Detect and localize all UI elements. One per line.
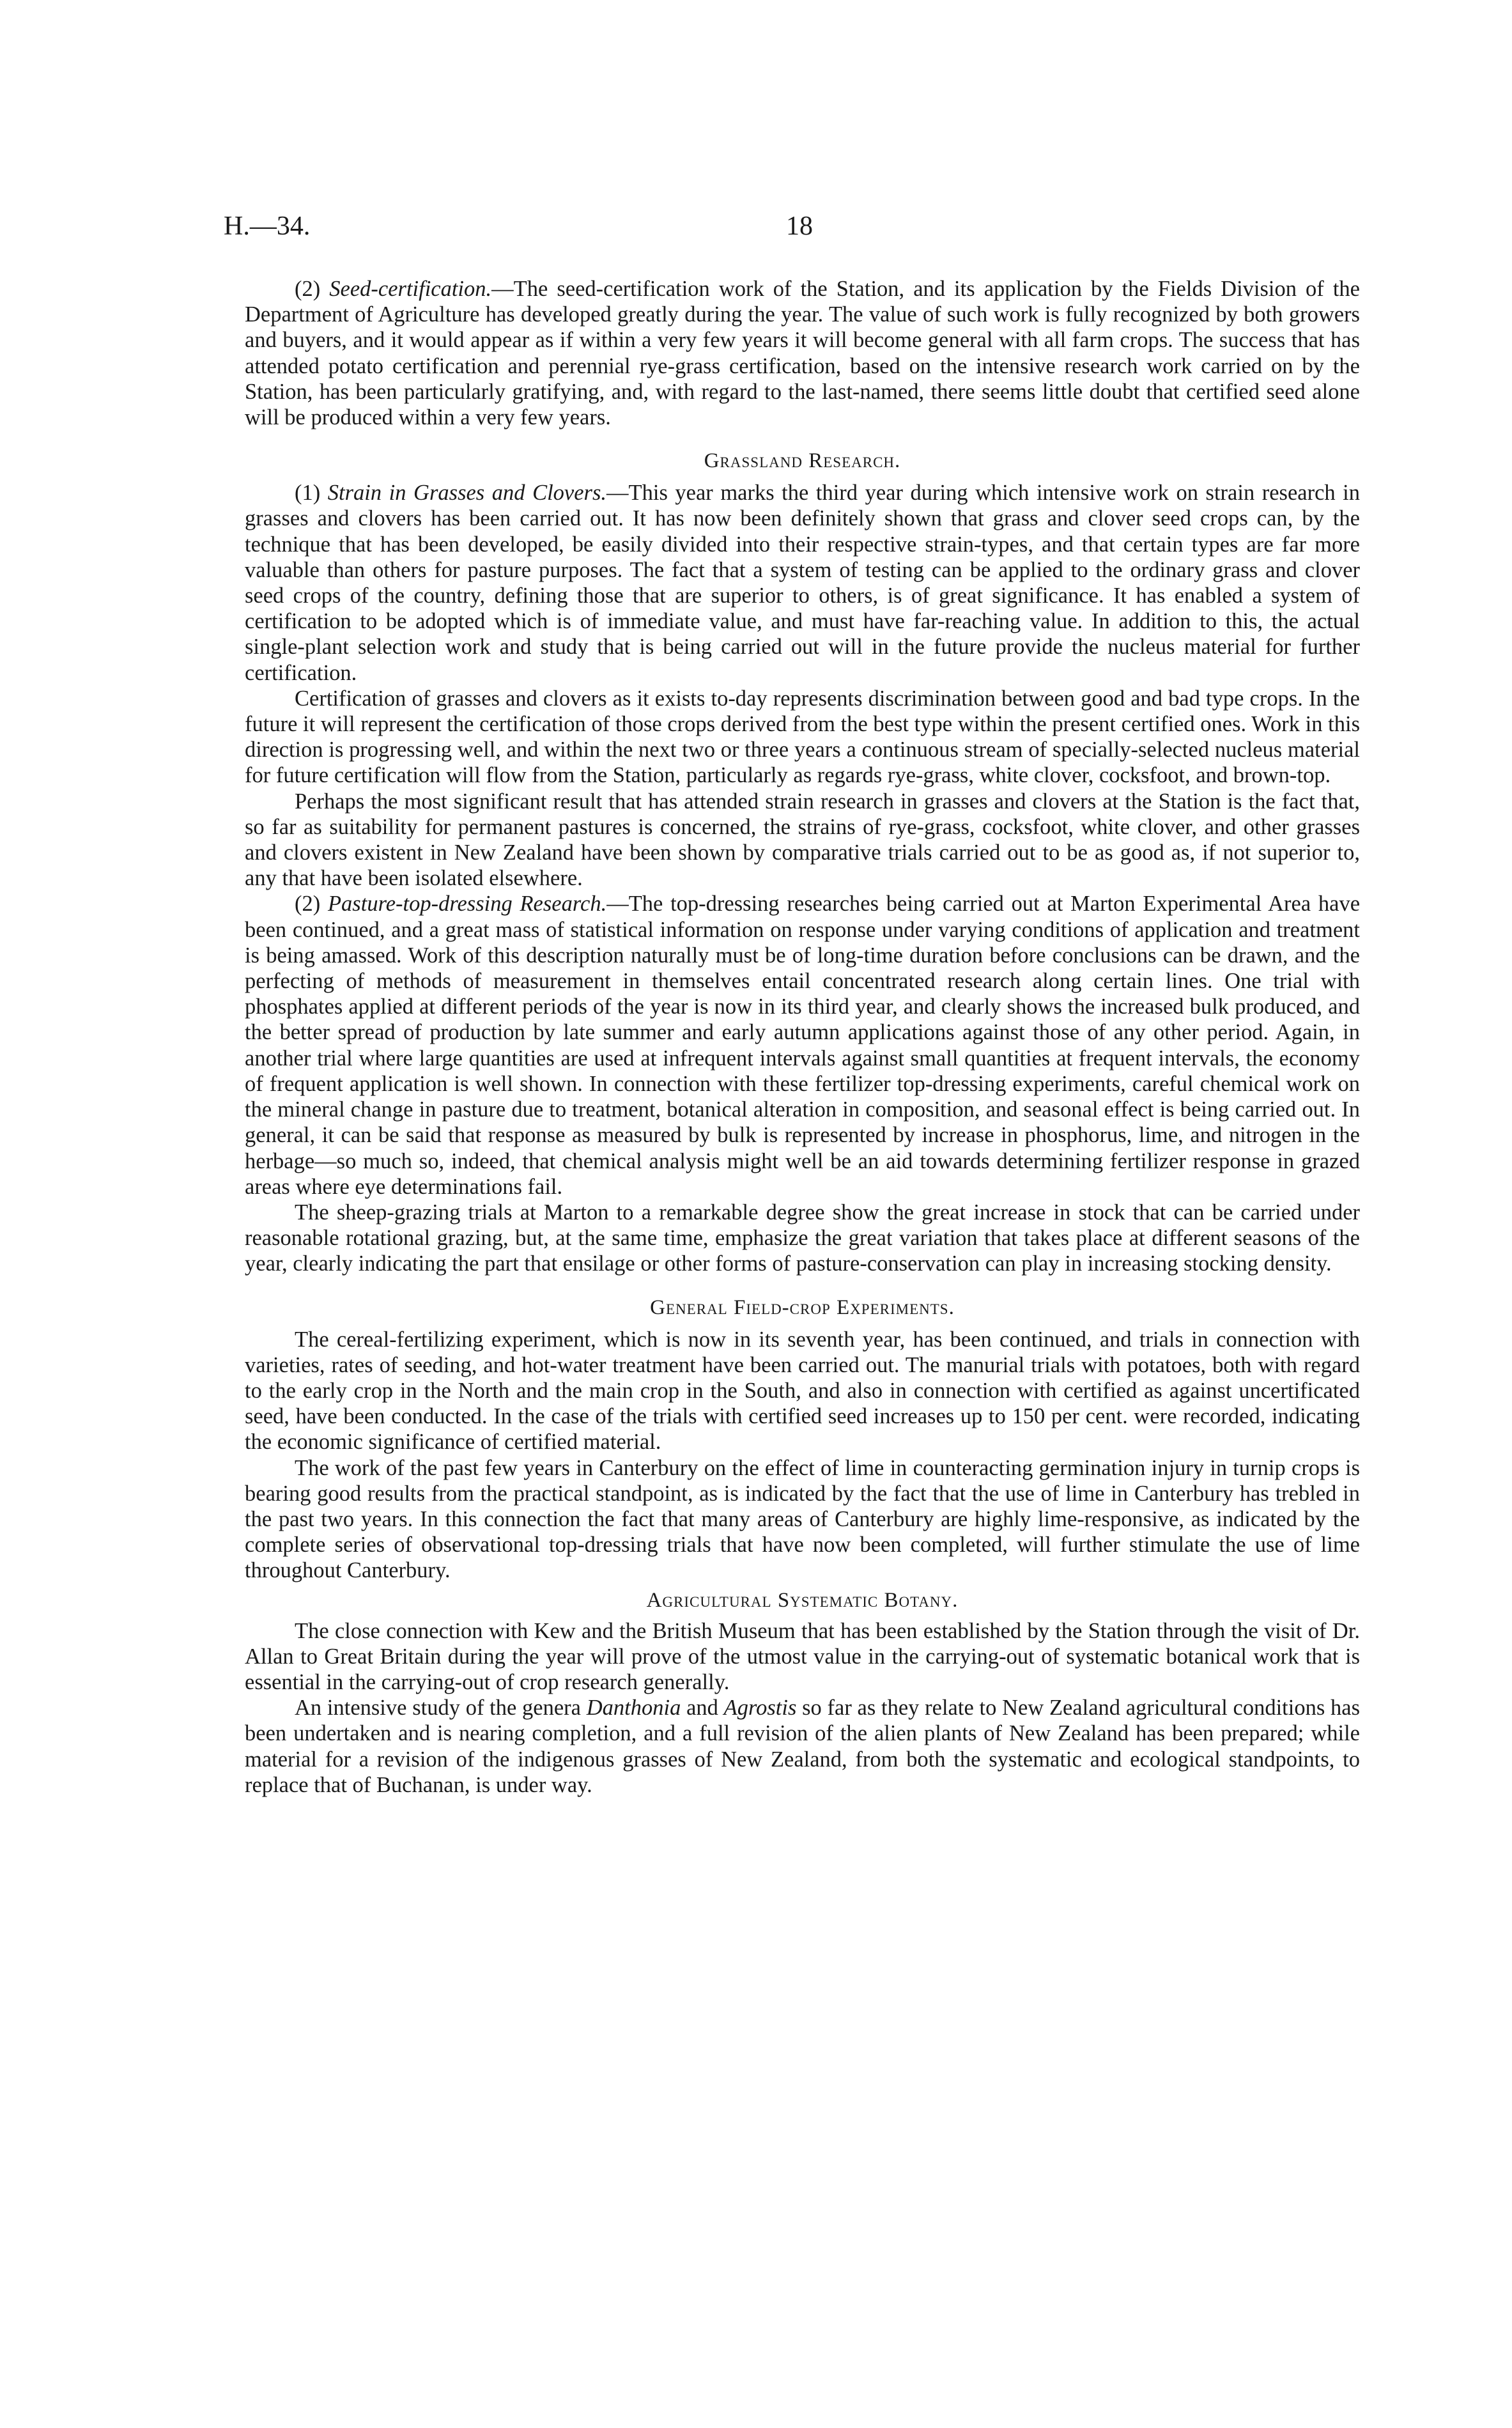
subsection-title: Strain in Grasses and Clovers. — [327, 481, 607, 506]
page-number: 18 — [786, 212, 813, 241]
genus-name-danthonia: Danthonia — [586, 1696, 681, 1720]
genus-name-agrostis: Agrostis — [723, 1696, 797, 1720]
section-heading-field-crop: General Field-crop Experiments. — [650, 1295, 955, 1319]
section-heading-botany: Agricultural Systematic Botany. — [646, 1588, 959, 1612]
paragraph-text: —The top-dressing researches being carried out at Marton Experimental Area have been continued, and a great mass of statistical information on response under varying conditions of application and treatment is being amassed. Work of this description naturally must be of long-time duration before conclusions can be drawn, and the perfecting of methods of measurement in themselves entail concentrated research along certain lines. One trial with phosphates applied at different periods of the year is now in its third year, and clearly shows the increased bulk produced, and the better spread of production by late summer and early autumn applications against those of any other period. Again, in another trial where large quantities are used at infrequent intervals against small quantities at frequent intervals, the economy of frequent application is well shown. In connection with these fertilizer top-dressing experiments, careful chemical work on the mineral change in pasture due to treatment, botanical alteration in composition, and seasonal effect is being carried out. In general, it can be said that response as measured by bulk is represented by increase in phosphorus, lime, and nitrogen in the herbage—so much so, indeed, that chemical analysis might well be an aid towards determining fertilizer response in grazed areas where eye determinations fail. — [245, 892, 1361, 1199]
item-number: (1) — [295, 481, 328, 506]
paragraph-certification: Certification of grasses and clovers as it exists to-day represents discrimination between good and bad type crops. In the future it will represent the certification of those crops derived from the best type within the present certified ones. Work in this direction is progressing well, and within the next two or three years a continuous stream of specially-selected nucleus material for future certification will flow from the Station, particularly as regards rye-grass, white clover, cocksfoot, and brown-top. — [245, 686, 1360, 788]
paragraph-text: and — [681, 1696, 724, 1720]
paragraph-text: An intensive study of the genera — [295, 1696, 587, 1720]
paragraph-strain — [245, 480, 1360, 686]
paragraph-perhaps: Perhaps the most significant result that has attended strain research in grasses and clovers at the Station is the fact that, so far as suitability for permanent pastures is concerned, the strains of rye-grass, cocksfoot, white clover, and other grasses and clovers existent in New Zealand have been shown by comparative trials carried out to be as good as, if not superior to, any that have been isolated elsewhere. — [245, 789, 1360, 891]
item-number: (2) — [295, 277, 330, 301]
page-header — [224, 211, 1355, 249]
section-heading-grassland-research: Grassland Research. — [704, 449, 901, 473]
paragraph-canterbury: The work of the past few years in Canterbury on the effect of lime in counteracting germination injury in turnip crops is bearing good results from the practical standpoint, as is indicated by the fact that the use of lime in Canterbury has trebled in the past two years. In this connection the fact that many areas of Canterbury are highly lime-responsive, as indicated by the complete series of observational top-dressing trials that have now been completed, will further stimulate the use of lime throughout Canterbury. — [245, 1455, 1360, 1583]
paragraph-cereal: The cereal-fertilizing experiment, which is now in its seventh year, has been continued, and trials in connection with varieties, rates of seeding, and hot-water treatment have been carried out. The manurial trials with potatoes, both with regard to the early crop in the North and the main crop in the South, and also in connection with certified as against uncertificated seed, have been conducted. In the case of the trials with certified seed increases up to 150 per cent. were recorded, indicating the economic significance of certified material. — [245, 1327, 1360, 1455]
item-number: (2) — [295, 892, 328, 916]
paragraph-seed-certification — [245, 276, 1360, 430]
page-body — [245, 276, 1360, 1798]
paragraph-kew: The close connection with Kew and the British Museum that has been established by the Station through the visit of Dr. Allan to Great Britain during the year will prove of the utmost value in the carrying-out of systematic botanical work that is essential in the carrying-out of crop research generally. — [245, 1618, 1360, 1694]
paragraph-text: —The seed-certification work of the Station, and its application by the Fields Division of the Department of Agriculture has developed greatly during the year. The value of such work is fully recognized by both growers and buyers, and it would appear as if within a very few years it will become general with all farm crops. The success that has attended potato certification and perennial rye-grass certification, based on the intensive research work carried on by the Station, has been particularly gratifying, and, with regard to the last-named, there seems little doubt that certified seed alone will be produced within a very few years. — [245, 277, 1360, 430]
paragraph-text: so far as they relate to New Zealand agricultural conditions has been undertaken and is nearing completion, and a full revision of the alien plants of New Zealand has been prepared; while material for a revision of the indigenous grasses of New Zealand, from both the systematic and ecological standpoints, to replace that of Buchanan, is under way. — [245, 1696, 1361, 1797]
paragraph-text: —This year marks the third year during which intensive work on strain research in grasses and clovers has been carried out. It has now been definitely shown that grass and clover seed crops can, by the technique that has been developed, be easily divided into their respective strain-types, and that certain types are far more valuable than others for pasture purposes. The fact that a system of testing can be applied to the ordinary grass and clover seed crops of the country, defining those that are superior to others, is of great significance. It has enabled a system of certification to be adopted which is of immediate value, and must have far-reaching value. In addition to this, the actual single-plant selection work and study that is being carried out will in the future provide the nucleus material for further certification. — [245, 481, 1361, 685]
subsection-title: Pasture-top-dressing Research. — [327, 892, 607, 916]
report-reference: H.—34. — [224, 212, 311, 241]
paragraph-genera — [245, 1695, 1360, 1798]
paragraph-pasture-top-dressing — [245, 891, 1360, 1199]
paragraph-sheep-grazing: The sheep-grazing trials at Marton to a remarkable degree show the great increase in stock that can be carried under reasonable rotational grazing, but, at the same time, emphasize the great variation that takes place at different seasons of the year, clearly indicating the part that ensilage or other forms of pasture-conservation can play in increasing stocking density. — [245, 1200, 1360, 1276]
subsection-title: Seed-certification. — [329, 277, 492, 301]
